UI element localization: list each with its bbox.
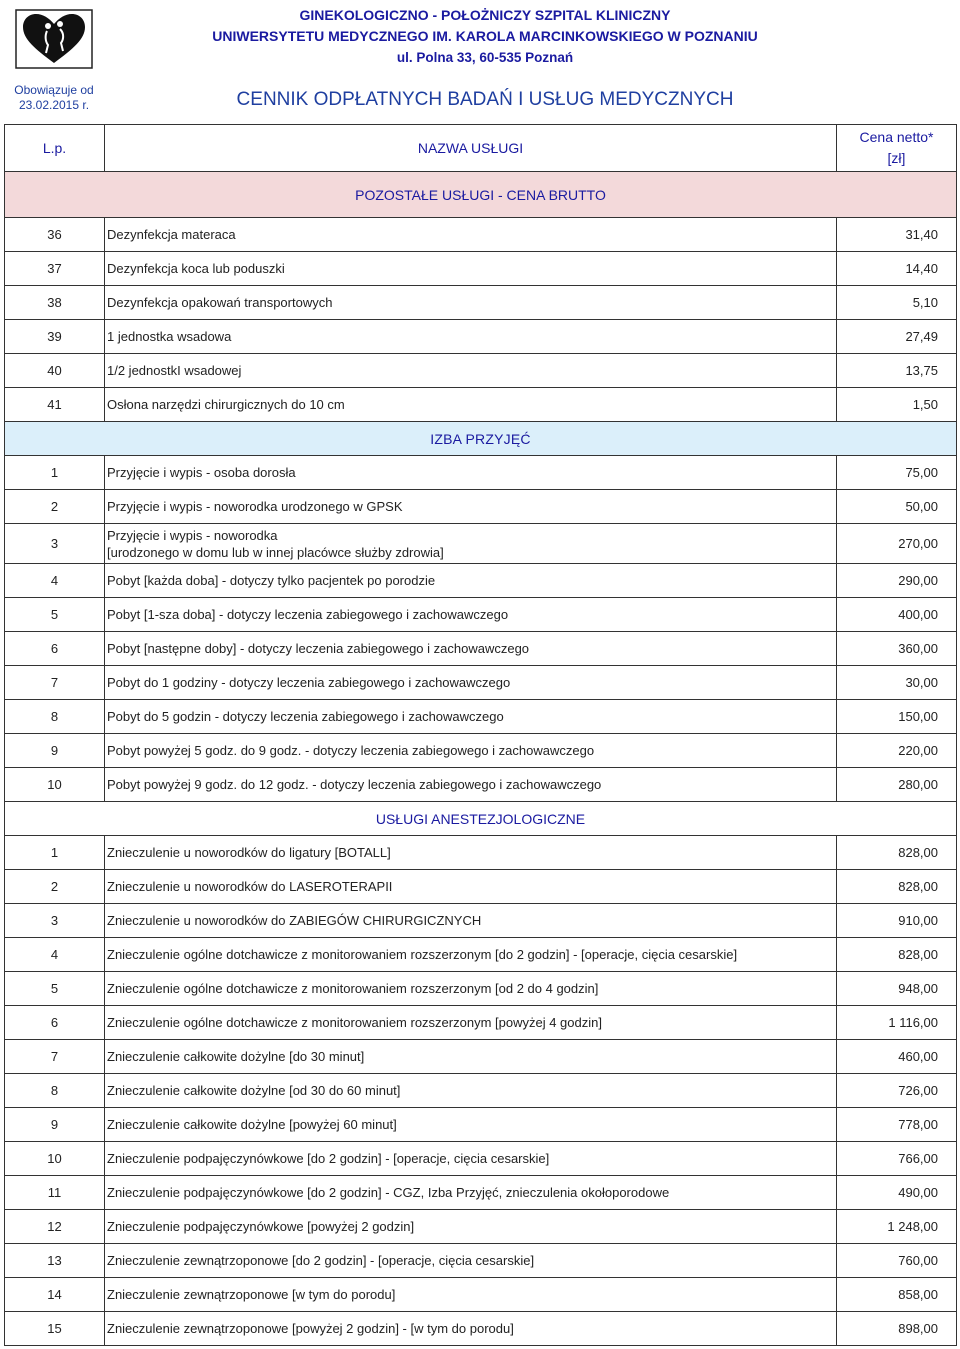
service-price: 75,00 (837, 456, 957, 490)
service-price: 360,00 (837, 632, 957, 666)
service-name (105, 972, 837, 1006)
table-row (5, 598, 957, 632)
service-price: 400,00 (837, 598, 957, 632)
service-price: 760,00 (837, 1244, 957, 1278)
service-name (105, 524, 837, 564)
service-name (105, 1074, 837, 1108)
table-row (5, 1312, 957, 1346)
row-number: 3 (5, 524, 105, 564)
table-row (5, 320, 957, 354)
service-name-text: Znieczulenie podpajęczynówkowe [powyżej 2 godzin] (107, 1219, 415, 1234)
table-row (5, 1108, 957, 1142)
service-name (105, 252, 837, 286)
row-number: 4 (5, 938, 105, 972)
service-name (105, 1210, 837, 1244)
table-row (5, 1142, 957, 1176)
service-name (105, 286, 837, 320)
table-row (5, 1176, 957, 1210)
row-number: 7 (5, 1040, 105, 1074)
valid-from (4, 83, 104, 113)
row-number: 14 (5, 1278, 105, 1312)
service-price: 290,00 (837, 564, 957, 598)
service-name (105, 564, 837, 598)
service-price: 828,00 (837, 836, 957, 870)
row-number: 10 (5, 768, 105, 802)
row-number: 7 (5, 666, 105, 700)
service-name (105, 354, 837, 388)
row-number: 1 (5, 836, 105, 870)
service-name (105, 1006, 837, 1040)
section-title-text: POZOSTAŁE USŁUGI - CENA BRUTTO (355, 186, 606, 203)
hospital-line-2: UNIWERSYTETU MEDYCZNEGO IM. KAROLA MARCINKOWSKIEGO W POZNANIU (212, 28, 758, 44)
service-name-text: Dezynfekcja koca lub poduszki (107, 261, 285, 276)
service-name-text: Znieczulenie u noworodków do ZABIEGÓW CHIRURGICZNYCH (107, 913, 482, 928)
service-price: 280,00 (837, 768, 957, 802)
row-number: 8 (5, 700, 105, 734)
service-price: 5,10 (837, 286, 957, 320)
document-title: CENNIK ODPŁATNYCH BADAŃ I USŁUG MEDYCZNYCH (236, 89, 734, 110)
service-name (105, 388, 837, 422)
service-name (105, 1142, 837, 1176)
table-row (5, 1210, 957, 1244)
service-name (105, 666, 837, 700)
table-row (5, 564, 957, 598)
row-number: 5 (5, 972, 105, 1006)
table-row (5, 768, 957, 802)
hospital-logo (4, 3, 104, 75)
column-header-price-line1: Cena netto* (859, 129, 934, 145)
section-title (5, 422, 957, 456)
hospital-name (104, 5, 866, 68)
row-number: 39 (5, 320, 105, 354)
table-row (5, 632, 957, 666)
heart-logo-icon (15, 9, 93, 69)
table-header-row (5, 125, 957, 172)
service-price: 726,00 (837, 1074, 957, 1108)
service-name (105, 218, 837, 252)
service-name-text: Pobyt [następne doby] - dotyczy leczenia zabiegowego i zachowawczego (107, 641, 530, 656)
column-header-lp: L.p. (5, 125, 105, 172)
service-name-text: Dezynfekcja opakowań transportowych (107, 295, 333, 310)
table-row (5, 1006, 957, 1040)
table-row (5, 870, 957, 904)
service-name-text: Znieczulenie podpajęczynówkowe [do 2 godzin] - [operacje, cięcia cesarskie] (107, 1151, 550, 1166)
service-name-text: Znieczulenie zewnątrzoponowe [w tym do porodu] (107, 1287, 396, 1302)
row-number: 1 (5, 456, 105, 490)
row-number: 9 (5, 734, 105, 768)
service-price: 27,49 (837, 320, 957, 354)
service-price: 1 116,00 (837, 1006, 957, 1040)
service-name (105, 836, 837, 870)
section-header-row (5, 422, 957, 456)
service-price: 766,00 (837, 1142, 957, 1176)
service-name (105, 870, 837, 904)
service-name-text: Pobyt powyżej 9 godz. do 12 godz. - dotyczy leczenia zabiegowego i zachowawczego (107, 777, 602, 792)
table-row (5, 354, 957, 388)
service-name-text: 1 jednostka wsadowa (107, 329, 232, 344)
row-number: 2 (5, 870, 105, 904)
row-number: 11 (5, 1176, 105, 1210)
row-number: 6 (5, 632, 105, 666)
row-number: 15 (5, 1312, 105, 1346)
row-number: 5 (5, 598, 105, 632)
row-number: 3 (5, 904, 105, 938)
valid-from-label: Obowiązuje od (14, 83, 94, 97)
service-name (105, 1176, 837, 1210)
section-title (5, 172, 957, 218)
row-number: 6 (5, 1006, 105, 1040)
column-header-name: NAZWA USŁUGI (105, 125, 837, 172)
table-row (5, 252, 957, 286)
row-number: 40 (5, 354, 105, 388)
service-price: 460,00 (837, 1040, 957, 1074)
service-name-text: Znieczulenie ogólne dotchawicze z monitorowaniem rozszerzonym [od 2 do 4 godzin] (107, 981, 599, 996)
table-row (5, 666, 957, 700)
column-header-price-unit: [zł] (887, 150, 906, 166)
service-name-text: Pobyt [1-sza doba] - dotyczy leczenia zabiegowego i zachowawczego (107, 607, 509, 622)
service-name-text: Znieczulenie całkowite dożylne [powyżej 60 minut] (107, 1117, 397, 1132)
table-row (5, 218, 957, 252)
service-name-detail: [urodzonego w domu lub w innej placówce służby zdrowia] (107, 544, 444, 560)
service-name-text: Pobyt do 1 godziny - dotyczy leczenia zabiegowego i zachowawczego (107, 675, 511, 690)
service-name-text: Pobyt do 5 godzin - dotyczy leczenia zabiegowego i zachowawczego (107, 709, 504, 724)
price-list-page (4, 3, 956, 1346)
service-name (105, 904, 837, 938)
row-number: 2 (5, 490, 105, 524)
service-name-text: Pobyt [każda doba] - dotyczy tylko pacjentek po porodzie (107, 573, 436, 588)
row-number: 12 (5, 1210, 105, 1244)
service-name-text: Znieczulenie całkowite dożylne [od 30 do 60 minut] (107, 1083, 401, 1098)
section-header-row (5, 802, 957, 836)
valid-from-date: 23.02.2015 r. (18, 98, 90, 112)
service-price: 828,00 (837, 938, 957, 972)
service-price: 858,00 (837, 1278, 957, 1312)
service-name (105, 1244, 837, 1278)
service-name-text: Znieczulenie u noworodków do ligatury [BOTALL] (107, 845, 391, 860)
row-number: 9 (5, 1108, 105, 1142)
service-price: 14,40 (837, 252, 957, 286)
service-price: 948,00 (837, 972, 957, 1006)
service-name-text: Pobyt powyżej 5 godz. do 9 godz. - dotyczy leczenia zabiegowego i zachowawczego (107, 743, 595, 758)
service-price: 828,00 (837, 870, 957, 904)
service-name-text: Znieczulenie u noworodków do LASEROTERAPII (107, 879, 393, 894)
service-name-text: Znieczulenie zewnątrzoponowe [do 2 godzin] - [operacje, cięcia cesarskie] (107, 1253, 535, 1268)
section-title-text: USŁUGI ANESTEZJOLOGICZNE (375, 810, 586, 827)
service-name (105, 700, 837, 734)
service-name-text: Znieczulenie całkowite dożylne [do 30 minut] (107, 1049, 365, 1064)
service-name (105, 1108, 837, 1142)
service-price: 898,00 (837, 1312, 957, 1346)
table-row (5, 524, 957, 564)
service-name (105, 490, 837, 524)
table-row (5, 388, 957, 422)
service-name-text: Przyjęcie i wypis - noworodka (107, 527, 278, 543)
row-number: 13 (5, 1244, 105, 1278)
table-row (5, 938, 957, 972)
service-name-text: Przyjęcie i wypis - osoba dorosła (107, 465, 296, 480)
service-price: 50,00 (837, 490, 957, 524)
column-header-price (837, 125, 957, 172)
service-name (105, 1278, 837, 1312)
table-row (5, 972, 957, 1006)
table-row (5, 700, 957, 734)
section-title-text: IZBA PRZYJĘĆ (430, 430, 531, 447)
service-name (105, 768, 837, 802)
table-row (5, 490, 957, 524)
table-row (5, 1074, 957, 1108)
service-name (105, 598, 837, 632)
service-price: 1,50 (837, 388, 957, 422)
service-price: 13,75 (837, 354, 957, 388)
service-name (105, 1040, 837, 1074)
hospital-line-1: GINEKOLOGICZNO - POŁOŻNICZY SZPITAL KLINICZNY (299, 7, 671, 23)
service-price: 1 248,00 (837, 1210, 957, 1244)
service-name (105, 456, 837, 490)
service-name-text: Znieczulenie zewnątrzoponowe [powyżej 2 godzin] - [w tym do porodu] (107, 1321, 514, 1336)
service-price: 910,00 (837, 904, 957, 938)
service-name-text: Przyjęcie i wypis - noworodka urodzonego w GPSK (107, 499, 403, 514)
service-name-text: Dezynfekcja materaca (107, 227, 236, 242)
service-name-text: 1/2 jednostkI wsadowej (107, 363, 242, 378)
service-name (105, 320, 837, 354)
service-name (105, 632, 837, 666)
row-number: 4 (5, 564, 105, 598)
section-header-row (5, 172, 957, 218)
service-price: 778,00 (837, 1108, 957, 1142)
table-row (5, 456, 957, 490)
row-number: 37 (5, 252, 105, 286)
service-price: 220,00 (837, 734, 957, 768)
service-name-text: Znieczulenie podpajęczynówkowe [do 2 godzin] - CGZ, Izba Przyjęć, znieczulenia okołoporodowe (107, 1185, 670, 1200)
table-row (5, 286, 957, 320)
section-title (5, 802, 957, 836)
row-number: 36 (5, 218, 105, 252)
service-price: 490,00 (837, 1176, 957, 1210)
row-number: 8 (5, 1074, 105, 1108)
service-name (105, 938, 837, 972)
service-name (105, 734, 837, 768)
service-price: 30,00 (837, 666, 957, 700)
service-price: 270,00 (837, 524, 957, 564)
table-row (5, 1244, 957, 1278)
table-row (5, 1278, 957, 1312)
hospital-address: ul. Polna 33, 60-535 Poznań (396, 50, 574, 65)
service-name (105, 1312, 837, 1346)
row-number: 41 (5, 388, 105, 422)
table-row (5, 1040, 957, 1074)
row-number: 10 (5, 1142, 105, 1176)
table-row (5, 734, 957, 768)
service-price: 31,40 (837, 218, 957, 252)
table-row (5, 904, 957, 938)
service-price: 150,00 (837, 700, 957, 734)
document-header (4, 3, 956, 124)
service-name-text: Znieczulenie ogólne dotchawicze z monitorowaniem rozszerzonym [do 2 godzin] - [operacje, cięcia cesarskie] (107, 947, 738, 962)
row-number: 38 (5, 286, 105, 320)
table-row (5, 836, 957, 870)
service-name-text: Znieczulenie ogólne dotchawicze z monitorowaniem rozszerzonym [powyżej 4 godzin] (107, 1015, 602, 1030)
service-name-text: Osłona narzędzi chirurgicznych do 10 cm (107, 397, 345, 412)
price-table (4, 124, 957, 1346)
